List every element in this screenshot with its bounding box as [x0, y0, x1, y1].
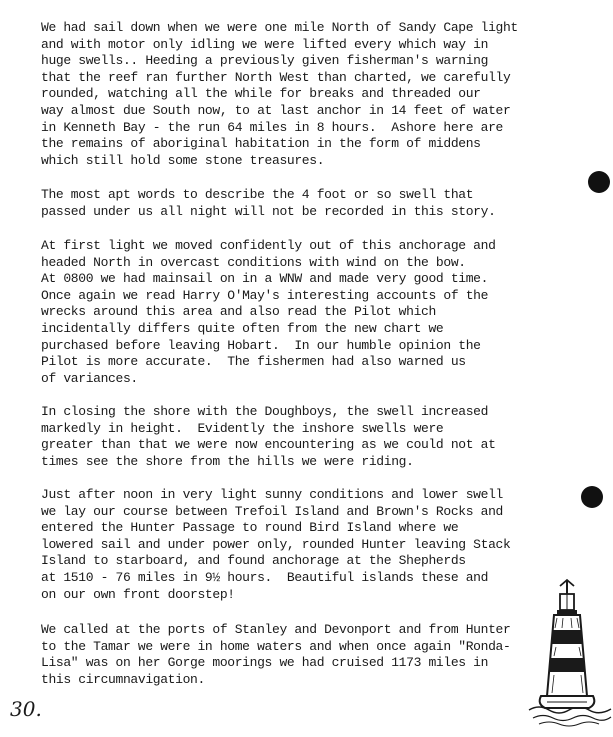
paragraph-hunter-passage: Just after noon in very light sunny conditions and lower swell we lay our course between Trefoil Island and Brown's Rocks and entered the Hunter Passage to round Bird Island where we lowered sail and under power only, rounded Hunter leaving Stack Island to starboard, and found anchorage at the Shepherds at 1510 - 76 miles in 9½ hours. Beautiful islands these and on our own front doorstep!: [41, 487, 511, 602]
paragraph-swell-night: The most apt words to describe the 4 foot or so swell that passed under us all night will not be recorded in this story.: [41, 187, 496, 219]
paragraph-sandy-cape: We had sail down when we were one mile North of Sandy Cape light and with motor only idling we were lifted every which way in huge swells.. Heeding a previously given fisherman's warning that the reef ran further North West than charted, we carefully rounded, watching all the while for breaks and threaded our way almost due South now, to at last anchor in 14 feet of water in Kenneth Bay - the run 64 miles in 8 hours. Ashore here are the remains of aboriginal habitation in the form of middens which still hold some stone treasures.: [41, 20, 518, 168]
punch-hole-bottom: [581, 486, 603, 508]
punch-hole-top: [588, 171, 610, 193]
page-number: 30.: [10, 697, 42, 721]
navigation-buoy-icon: [527, 578, 613, 728]
paragraph-home-waters: We called at the ports of Stanley and Devonport and from Hunter to the Tamar we were in home waters and when once again "Ronda- Lisa" was on her Gorge moorings we had cruised 1173 miles in this circumnavigation.: [41, 622, 511, 687]
paragraph-doughboys: In closing the shore with the Doughboys, the swell increased markedly in height. Evidently the inshore swells were greater than that we were now encountering as we could not at times see the shore from the hills we were riding.: [41, 404, 496, 469]
paragraph-first-light: At first light we moved confidently out of this anchorage and headed North in overcast conditions with wind on the bow. At 0800 we had mainsail on in a WNW and made very good time. Once again we read Harry O'May's interesting accounts of the wrecks around this area and also read the Pilot which incidentally differs quite often from the new chart we purchased before leaving Hobart. In our humble opinion the Pilot is more accurate. The fishermen had also warned us of variances.: [41, 238, 496, 386]
